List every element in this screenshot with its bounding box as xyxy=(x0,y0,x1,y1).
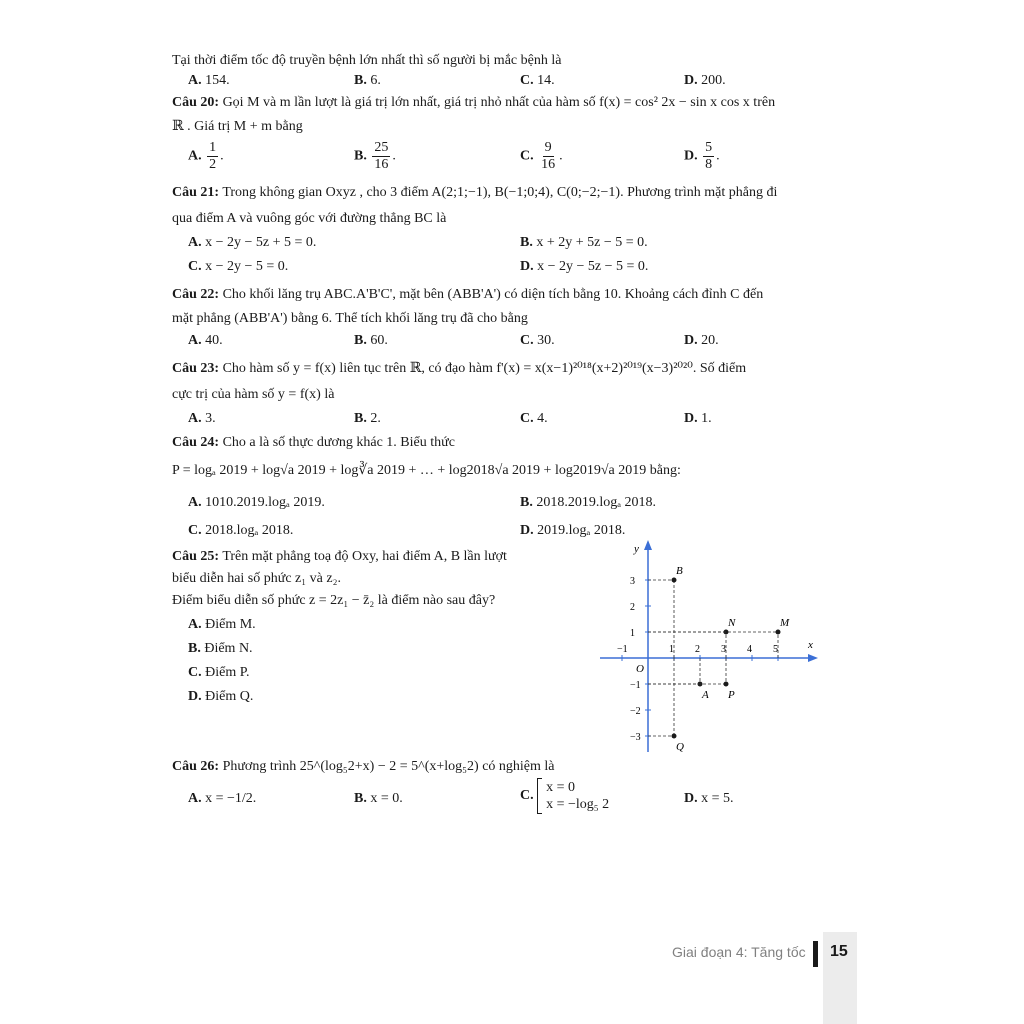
q22-option-a: A. 40. xyxy=(188,333,223,348)
q23-option-c: C. 4. xyxy=(520,411,548,426)
q25-option-b: B. Điểm N. xyxy=(188,641,253,656)
q26-option-a: A. x = −1/2. xyxy=(188,791,257,806)
intro-option-d: D. 200. xyxy=(684,73,726,88)
q23-option-b: B. 2. xyxy=(354,411,381,426)
q24-line1: Câu 24: Cho a là số thực dương khác 1. Biểu thức xyxy=(172,435,455,450)
y-tick-label: −1 xyxy=(630,680,641,691)
point-label-p: P xyxy=(728,689,735,701)
page-number: 15 xyxy=(830,943,848,960)
point-label-n: N xyxy=(728,617,736,629)
q25-line1: Câu 25: Trên mặt phẳng toạ độ Oxy, hai điểm A, B lần lượt xyxy=(172,549,507,564)
x-tick-label: 5 xyxy=(773,644,778,655)
x-axis-arrow xyxy=(808,654,818,662)
q23-option-d: D. 1. xyxy=(684,411,712,426)
footer-section-title: Giai đoạn 4: Tăng tốc xyxy=(672,944,806,960)
intro-option-b: B. 6. xyxy=(354,73,381,88)
y-axis-arrow xyxy=(644,540,652,550)
x-tick-label: 3 xyxy=(721,644,726,655)
q23-option-a: A. 3. xyxy=(188,411,216,426)
q20-line2: ℝ . Giá trị M + m bằng xyxy=(172,119,303,134)
footer-divider xyxy=(813,941,818,967)
coordinate-graph xyxy=(596,538,836,758)
q21-option-a: A. x − 2y − 5z + 5 = 0. xyxy=(188,235,317,250)
y-tick-label: 3 xyxy=(630,576,635,587)
q22-line2: mặt phẳng (ABB'A') bằng 6. Thể tích khối lăng trụ đã cho bằng xyxy=(172,311,528,326)
point-p xyxy=(724,682,729,687)
point-label-q: Q xyxy=(676,741,684,753)
x-tick-label: 2 xyxy=(695,644,700,655)
q26-option-c: C. x = 0 x = −log₅ 2 xyxy=(520,780,610,812)
point-label-b: B xyxy=(676,565,683,577)
q26-option-b: B. x = 0. xyxy=(354,791,403,806)
point-label-m: M xyxy=(780,617,790,629)
x-axis-label: x xyxy=(808,639,813,651)
q25-option-d: D. Điểm Q. xyxy=(188,689,254,704)
point-b xyxy=(672,578,677,583)
q21-option-c: C. x − 2y − 5 = 0. xyxy=(188,259,289,274)
q22-option-d: D. 20. xyxy=(684,333,719,348)
y-tick-label: 2 xyxy=(630,602,635,613)
q20-option-b: B. $\frac{25}{16}$ . xyxy=(354,140,396,172)
y-tick-label: −3 xyxy=(630,732,641,743)
q24-option-a: A. 1010.2019.logₐ 2019. xyxy=(188,495,325,510)
y-tick-label: −2 xyxy=(630,706,641,717)
q24-option-c: C. 2018.logₐ 2018. xyxy=(188,523,294,538)
q25-option-c: C. Điểm P. xyxy=(188,665,250,680)
q22-option-b: B. 60. xyxy=(354,333,388,348)
q25-option-a: A. Điểm M. xyxy=(188,617,256,632)
point-m xyxy=(776,630,781,635)
q20-option-c: C. $\frac{9}{16}$ . xyxy=(520,140,563,172)
bracket-symbol xyxy=(537,778,542,814)
x-tick-label: 1 xyxy=(669,644,674,655)
q26-option-d: D. x = 5. xyxy=(684,791,734,806)
q24-line2: P = logₐ 2019 + log√a 2019 + log∛a 2019 + … + log2018√a 2019 + log2019√a 2019 bằng: xyxy=(172,463,681,478)
q20-option-d: D. $\frac{5}{8}$ . xyxy=(684,140,720,172)
x-tick-label: 4 xyxy=(747,644,752,655)
q21-line1: Câu 21: Trong không gian Oxyz , cho 3 điểm A(2;1;−1), B(−1;0;4), C(0;−2;−1). Phương trình mặt phẳng đi xyxy=(172,185,778,200)
q20-line1: Câu 20: Gọi M và m lần lượt là giá trị lớn nhất, giá trị nhỏ nhất của hàm số f(x) = cos² 2x − sin x cos x trên xyxy=(172,95,776,110)
q22-line1: Câu 22: Cho khối lăng trụ ABC.A'B'C', mặt bên (ABB'A') có diện tích bằng 10. Khoảng cách đỉnh C đến xyxy=(172,287,764,302)
point-q xyxy=(672,734,677,739)
q23-line1: Câu 23: Cho hàm số y = f(x) liên tục trên ℝ, có đạo hàm f'(x) = x(x−1)²⁰¹⁸(x+2)²⁰¹⁹(x−3)²⁰²⁰. Số điểm xyxy=(172,361,747,376)
intro-text: Tại thời điểm tốc độ truyền bệnh lớn nhất thì số người bị mắc bệnh là xyxy=(172,53,562,68)
q21-line2: qua điểm A và vuông góc với đường thẳng BC là xyxy=(172,211,447,226)
q25-line3: Điểm biểu diễn số phức z = 2z₁ − z̄₂ là điểm nào sau đây? xyxy=(172,593,496,608)
intro-option-a: A. 154. xyxy=(188,73,230,88)
y-tick-label: 1 xyxy=(630,628,635,639)
q23-line2: cực trị của hàm số y = f(x) là xyxy=(172,387,335,402)
q20-option-a: A. $\frac{1}{2}$ . xyxy=(188,140,224,172)
q24-option-b: B. 2018.2019.logₐ 2018. xyxy=(520,495,657,510)
q26-line1: Câu 26: Phương trình 25^(log₅2+x) − 2 = 5^(x+log₅2) có nghiệm là xyxy=(172,759,555,774)
q24-option-d: D. 2019.logₐ 2018. xyxy=(520,523,626,538)
q22-option-c: C. 30. xyxy=(520,333,555,348)
q21-option-b: B. x + 2y + 5z − 5 = 0. xyxy=(520,235,648,250)
x-tick-label: −1 xyxy=(617,644,628,655)
origin-label: O xyxy=(636,663,644,675)
point-label-a: A xyxy=(702,689,709,701)
q21-option-d: D. x − 2y − 5z − 5 = 0. xyxy=(520,259,649,274)
intro-option-c: C. 14. xyxy=(520,73,555,88)
y-axis-label: y xyxy=(634,543,639,555)
q25-line2: biểu diễn hai số phức z₁ và z₂. xyxy=(172,571,341,586)
